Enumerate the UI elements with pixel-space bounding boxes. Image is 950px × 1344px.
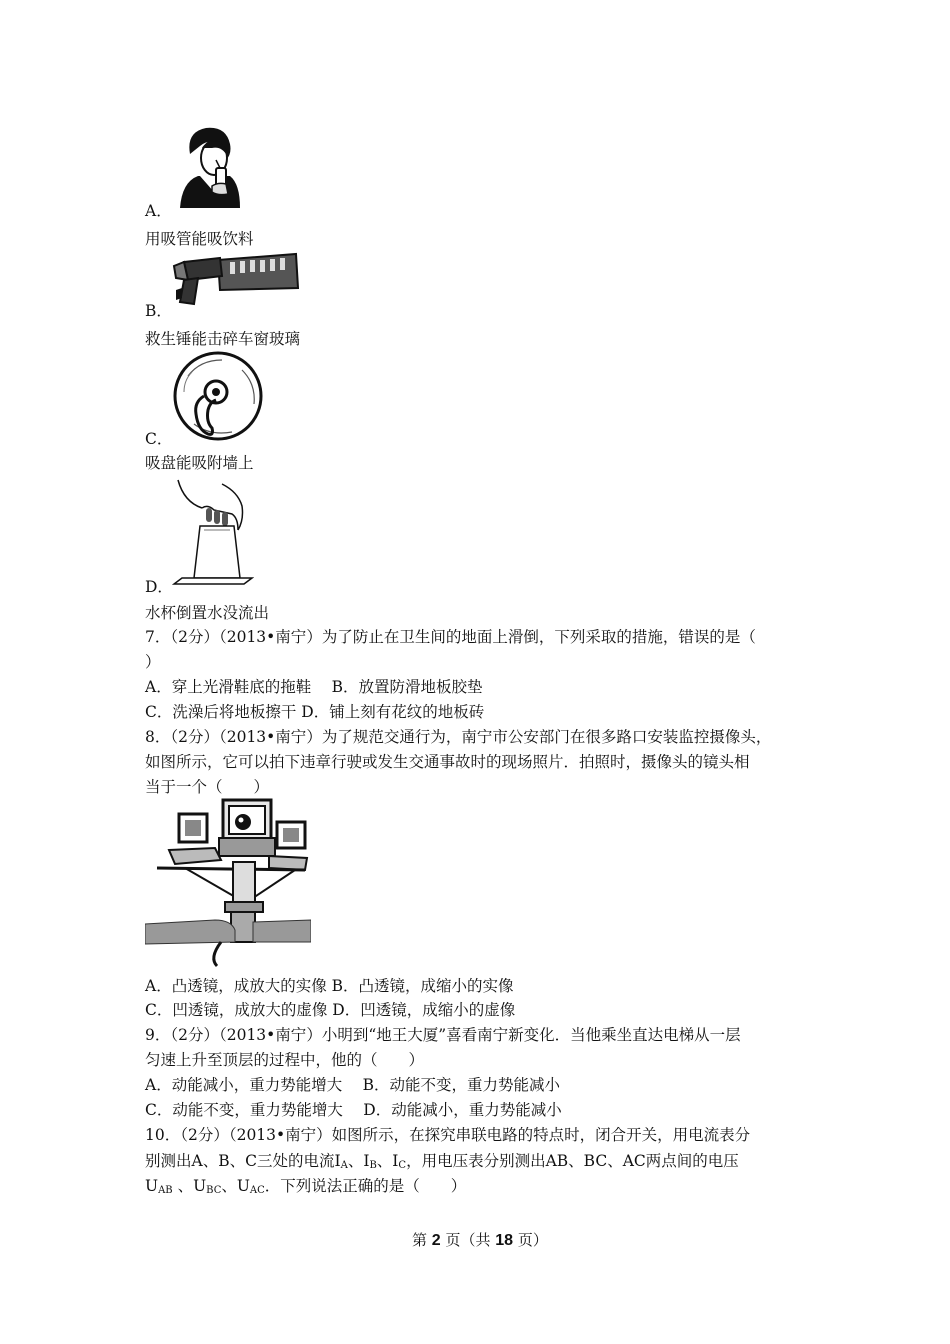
- q8-options-row1: A．凸透镜，成放大的实像 B．凸透镜，成缩小的实像: [145, 977, 514, 995]
- q6-option-d-caption: 水杯倒置水没流出: [145, 604, 270, 622]
- inverted-cup-figure: [172, 474, 254, 586]
- q6-option-a-letter: A．: [145, 202, 172, 220]
- q7-options-row1: A．穿上光滑鞋底的拖鞋 B．放置防滑地板胶垫: [145, 678, 483, 696]
- q6-option-b-caption: 救生锤能击碎车窗玻璃: [145, 330, 301, 348]
- safety-hammer-figure: [170, 248, 300, 306]
- q8-stem-line1: 8．（2分）（2013•南宁）为了规范交通行为，南宁市公安部门在很多路口安装监控摄像头，: [145, 728, 772, 746]
- page-footer: 第 2 页（共 18 页）: [412, 1231, 548, 1249]
- q10-stem-line1: 10．（2分）（2013•南宁）如图所示，在探究串联电路的特点时，闭合开关，用电流表分: [145, 1126, 751, 1144]
- q8-stem-line2: 如图所示，它可以拍下违章行驶或发生交通事故时的现场照片．拍照时，摄像头的镜头相: [145, 753, 750, 771]
- q6-option-a-caption: 用吸管能吸饮料: [145, 230, 254, 248]
- q8-options-row2: C．凹透镜，成放大的虚像 D．凹透镜，成缩小的虚像: [145, 1001, 516, 1019]
- q7-stem-line2: ）: [145, 653, 161, 671]
- q9-options-row1: A．动能减小，重力势能增大 B．动能不变，重力势能减小: [145, 1076, 561, 1094]
- q9-stem-line1: 9．（2分）（2013•南宁）小明到“地王大厦”喜看南宁新变化．当他乘坐直达电梯从一层: [145, 1026, 741, 1044]
- q6-option-b-letter: B．: [145, 302, 172, 320]
- q7-options-row2: C．洗澡后将地板擦干 D．铺上刻有花纹的地板砖: [145, 703, 485, 721]
- q10-stem-line3: $U_{AB}$ 、$U_{BC}$、$U_{AC}$．下列说法正确的是（ ）: [145, 1177, 467, 1196]
- total-page-count: 18: [495, 1232, 514, 1249]
- q8-stem-line3: 当于一个（ ）: [145, 778, 270, 796]
- q10-stem-line2: 别测出A、B、C三处的电流$I_A$、$I_B$、$I_C$，用电压表分别测出AB、BC、AC两点间的电压: [145, 1152, 739, 1171]
- q6-option-c-caption: 吸盘能吸附墙上: [145, 454, 254, 472]
- q6-option-c-letter: C．: [145, 430, 173, 448]
- surveillance-camera-figure: [145, 798, 311, 970]
- suction-cup-figure: [170, 350, 266, 444]
- q9-options-row2: C．动能不变，重力势能增大 D．动能减小，重力势能减小: [145, 1101, 562, 1119]
- person-drinking-straw-figure: [172, 124, 242, 208]
- q7-stem-line1: 7．（2分）（2013•南宁）为了防止在卫生间的地面上滑倒，下列采取的措施，错误的是（: [145, 628, 756, 646]
- current-page-number: 2: [431, 1232, 441, 1249]
- q9-stem-line2: 匀速上升至顶层的过程中，他的（ ）: [145, 1051, 425, 1069]
- q6-option-d-letter: D．: [145, 578, 173, 596]
